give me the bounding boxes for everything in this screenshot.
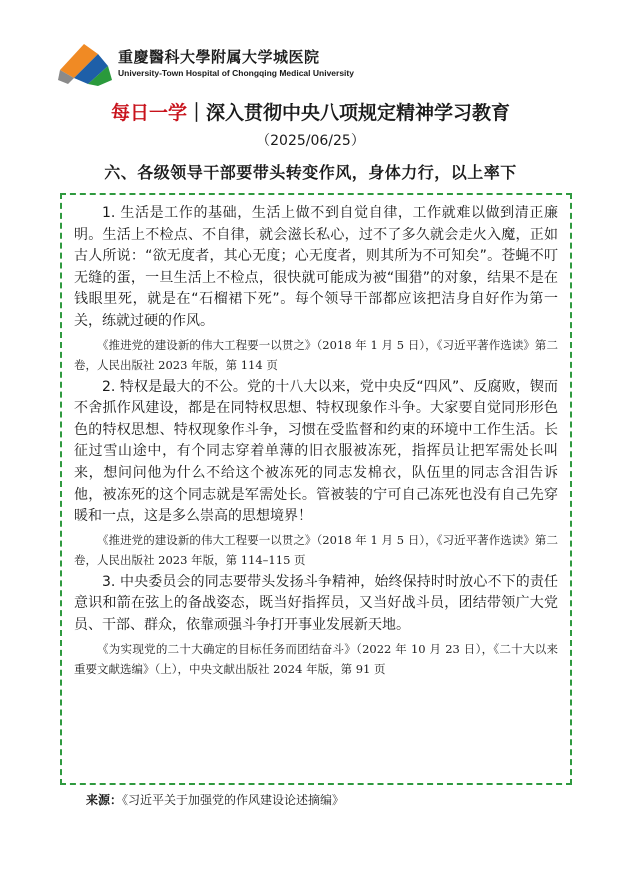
hospital-header: [58, 40, 478, 90]
paragraph-2: 2. 特权是最大的不公。党的十八大以来，党中央反“四风”、反腐败，锲而不舍抓作风建设，都是在同特权思想、特权现象作斗争。大家要自觉同形形色色的特权思想、特权现象作斗争，习惯在受监督和约束的环境中工作生活。长征过雪山途中，有个同志穿着单薄的旧衣服被冻死，指挥员让把军需处长叫来，想问问他为什么不给这个被冻死的同志发棉衣，队伍里的同志含泪告诉他，被冻死的这个同志就是军需处长。管被装的宁可自己冻死也没有自己先穿暖和一点，这是多么崇高的思想境界！: [74, 378, 558, 525]
hospital-logo-icon: [58, 40, 114, 86]
citation-1: 《推进党的建设新的伟大工程要一以贯之》（2018 年 1 月 5 日），《习近平著作选读》第二卷，人民出版社 2023 年版，第 114 页: [74, 337, 558, 372]
paragraph-3: 3. 中央委员会的同志要带头发扬斗争精神，始终保持时时放心不下的责任意识和箭在弦上的备战姿态，既当好指挥员，又当好战斗员，团结带领广大党员、干部、群众，依靠顽强斗争打开事业发展新天地。: [74, 573, 558, 633]
page-title: [0, 98, 621, 125]
source-label: 来源：: [86, 793, 123, 807]
hospital-name-cn: 重慶醫科大學附属大学城医院: [118, 48, 320, 66]
paragraph-1: 1. 生活是工作的基础，生活上做不到自觉自律，工作就难以做到清正廉明。生活上不检点、不自律，就会滋长私心，过不了多久就会走火入魔，正如古人所说：“欲无度者，其心无度；心无度者，则其所为不可知矣”。苍蝇不叮无缝的蛋，一旦生活上不检点，很快就可能成为被“围猎”的对象，结果不是在钱眼里死，就是在“石榴裙下死”。每个领导干部都应该把洁身自好作为第一关，练就过硬的作风。: [74, 205, 558, 329]
page-date: （2025/06/25）: [256, 133, 365, 149]
hospital-name-en: University-Town Hospital of Chongqing Medical University: [118, 68, 354, 78]
source-text: 《习近平关于加强党的作风建设论述摘编》: [122, 793, 345, 807]
content-box: [60, 193, 572, 785]
source-line: [86, 791, 344, 808]
section-title: 六、各级领导干部要带头转变作风，身体力行，以上率下: [104, 163, 517, 182]
citation-2: 《推进党的建设新的伟大工程要一以贯之》（2018 年 1 月 5 日），《习近平著作选读》第二卷，人民出版社 2023 年版，第 114–115 页: [74, 532, 558, 567]
title-separator: ｜: [186, 102, 206, 124]
title-main: 深入贯彻中央八项规定精神学习教育: [206, 102, 511, 124]
title-prefix: 每日一学: [110, 102, 187, 124]
citation-3: 《为实现党的二十大确定的目标任务而团结奋斗》（2022 年 10 月 23 日），《二十大以来重要文献选编》（上），中央文献出版社 2024 年版，第 91 页: [74, 641, 558, 676]
